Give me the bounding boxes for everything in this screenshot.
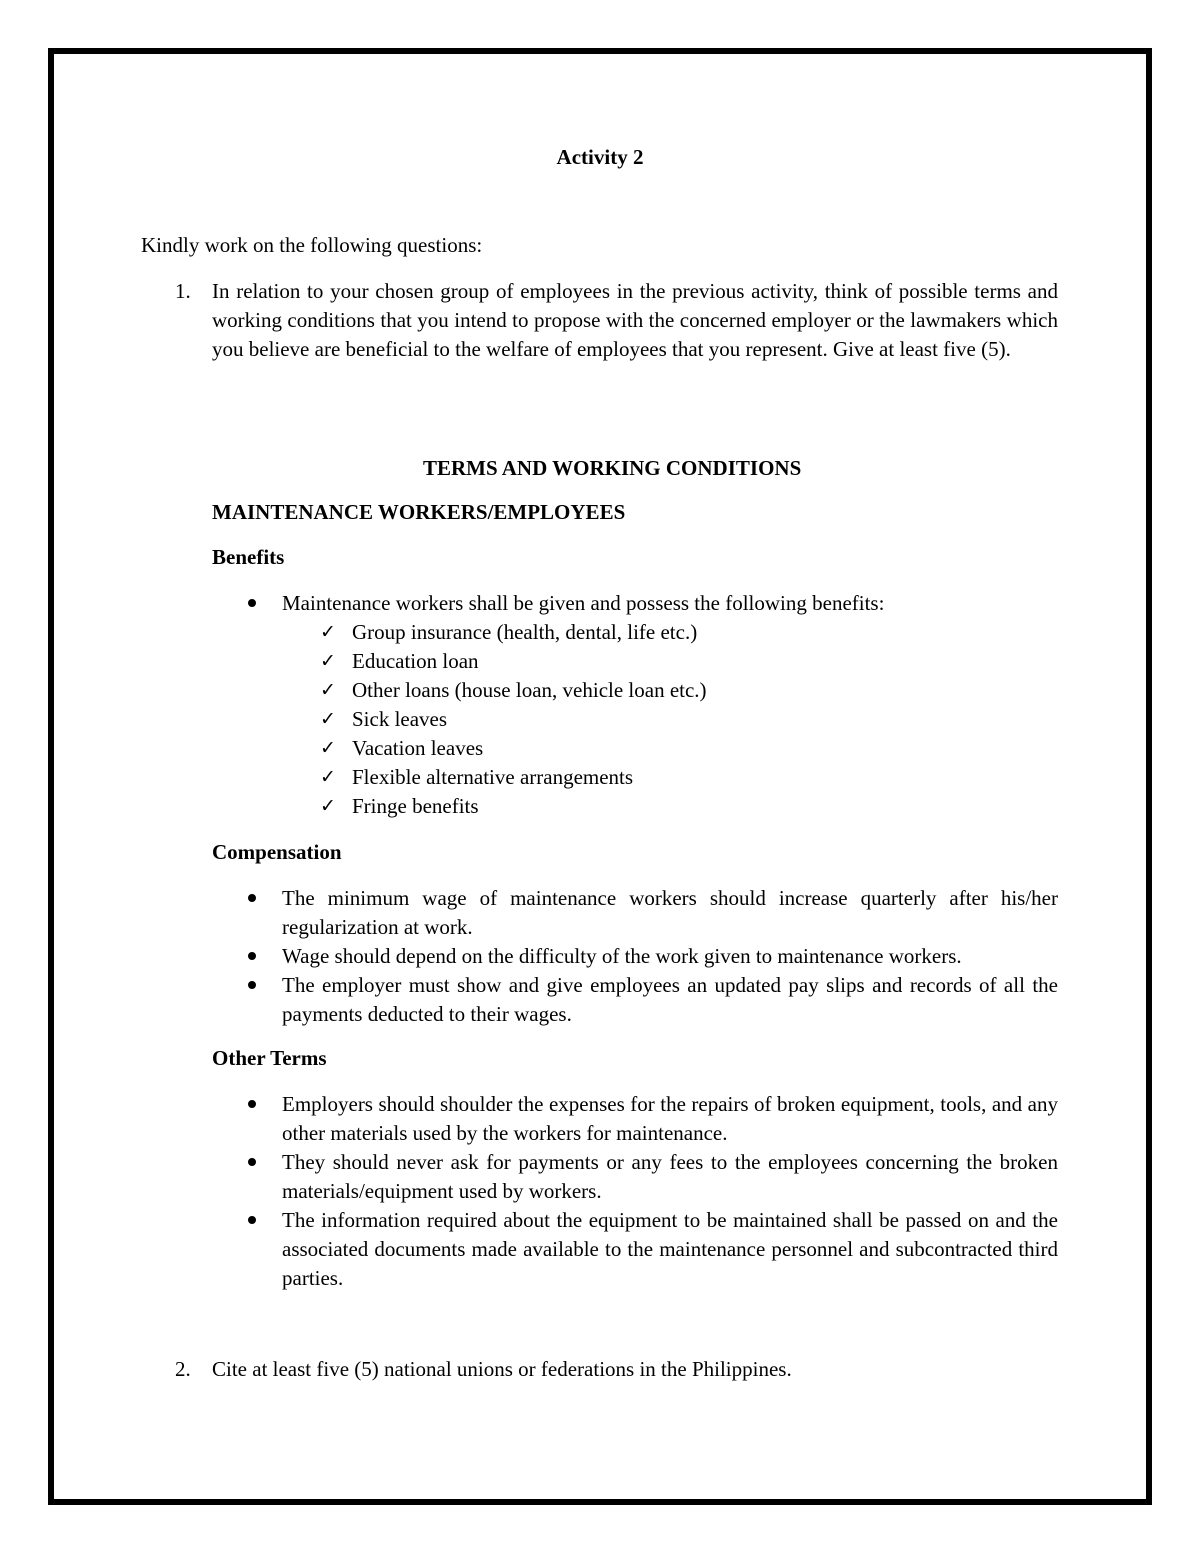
benefit-item: Group insurance (health, dental, life etc.)	[352, 620, 698, 644]
bullet-dot-icon	[248, 894, 256, 902]
bullet-dot-icon	[248, 1158, 256, 1166]
checkmark-icon: ✓	[320, 650, 336, 672]
intro-text: Kindly work on the following questions:	[141, 233, 483, 257]
question-number-2: 2.	[175, 1357, 191, 1381]
other-terms-bullet: The information required about the equipment to be maintained shall be passed on and the associated documents made available to the maintenance personnel and subcontracted third parties.	[282, 1208, 1058, 1290]
question-number-1: 1.	[175, 279, 191, 303]
checkmark-icon: ✓	[320, 737, 336, 759]
page-title: Activity 2	[556, 145, 644, 169]
checkmark-icon: ✓	[320, 708, 336, 730]
compensation-bullet: The employer must show and give employees an updated pay slips and records of all the payments deducted to their wages.	[282, 973, 1058, 1026]
checkmark-icon: ✓	[320, 795, 336, 817]
checkmark-icon: ✓	[320, 621, 336, 643]
benefit-item: Vacation leaves	[352, 736, 484, 760]
benefits-bullet: Maintenance workers shall be given and possess the following benefits:	[282, 591, 885, 615]
other-terms-heading: Other Terms	[212, 1046, 327, 1070]
question-text-2: Cite at least five (5) national unions or federations in the Philippines.	[212, 1357, 792, 1381]
compensation-heading: Compensation	[212, 840, 342, 864]
benefit-item: Sick leaves	[352, 707, 448, 731]
other-terms-bullet: They should never ask for payments or any fees to the employees concerning the broken materials/equipment used by workers.	[282, 1150, 1058, 1203]
group-title: MAINTENANCE WORKERS/EMPLOYEES	[212, 500, 626, 524]
benefit-item: Education loan	[352, 649, 479, 673]
compensation-bullet: Wage should depend on the difficulty of the work given to maintenance workers.	[282, 944, 962, 968]
bullet-dot-icon	[248, 599, 256, 607]
bullet-dot-icon	[248, 1216, 256, 1224]
checkmark-icon: ✓	[320, 766, 336, 788]
other-terms-bullet: Employers should shoulder the expenses for the repairs of broken equipment, tools, and any other materials used by the workers for maintenance.	[282, 1092, 1058, 1145]
section-title: TERMS AND WORKING CONDITIONS	[423, 456, 802, 480]
bullet-dot-icon	[248, 1100, 256, 1108]
bullet-dot-icon	[248, 981, 256, 989]
question-text-1: In relation to your chosen group of employees in the previous activity, think of possible terms and working conditions that you intend to propose with the concerned employer or the lawmakers which you believe are beneficial to the welfare of employees that you represent. Give at least five (5).	[212, 279, 1058, 361]
checkmark-icon: ✓	[320, 679, 336, 701]
benefit-item: Flexible alternative arrangements	[352, 765, 634, 789]
benefit-item: Other loans (house loan, vehicle loan etc.)	[352, 678, 707, 702]
benefits-heading: Benefits	[212, 545, 285, 569]
compensation-bullet: The minimum wage of maintenance workers should increase quarterly after his/her regularization at work.	[282, 886, 1058, 939]
benefit-item: Fringe benefits	[352, 794, 479, 818]
bullet-dot-icon	[248, 952, 256, 960]
